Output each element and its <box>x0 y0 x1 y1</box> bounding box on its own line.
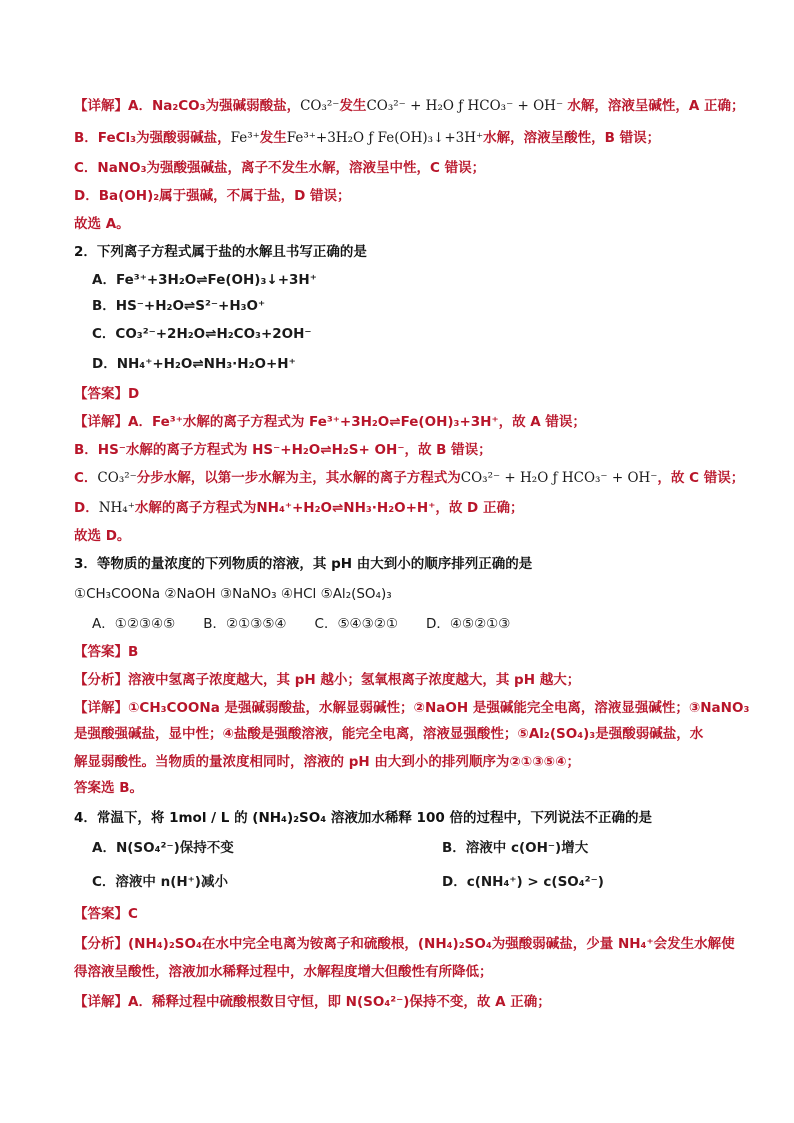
q1-explanation-b: B．FeCl₃为强酸弱碱盐，Fe³⁺发生Fe³⁺+3H₂O ƒ Fe(OH)₃↓+3H⁺水解，溶液呈酸性，B 错误； <box>74 130 661 146</box>
q1-conclusion: 故选 A。 <box>74 216 130 232</box>
q2-option-a: A．Fe³⁺+3H₂O⇌Fe(OH)₃↓+3H⁺ <box>92 272 317 288</box>
q4-option-c: C．溶液中 n(H⁺)减小 <box>92 874 228 890</box>
q4-options-row1 <box>92 838 734 858</box>
q4-explanation-a: 【详解】A．稀释过程中硫酸根数目守恒，即 N(SO₄²⁻)保持不变，故 A 正确； <box>74 994 551 1010</box>
q3-items: ①CH₃COONa ②NaOH ③NaNO₃ ④HCl ⑤Al₂(SO₄)₃ <box>74 586 392 602</box>
q2-explanation-b: B．HS⁻水解的离子方程式为 HS⁻+H₂O⇌H₂S+ OH⁻，故 B 错误； <box>74 442 492 458</box>
q3-stem: 3．等物质的量浓度的下列物质的溶液，其 pH 由大到小的顺序排列正确的是 <box>74 556 533 572</box>
q3-option-c: C．⑤④③②① <box>314 616 398 632</box>
q4-answer: 【答案】C <box>74 906 138 922</box>
q1-explanation-c: C．NaNO₃为强酸强碱盐，离子不发生水解，溶液呈中性，C 错误； <box>74 160 486 176</box>
q3-option-d: D．④⑤②①③ <box>425 616 511 632</box>
q4-option-b: B．溶液中 c(OH⁻)增大 <box>442 840 589 856</box>
q2-stem: 2．下列离子方程式属于盐的水解且书写正确的是 <box>74 244 367 260</box>
q4-option-d: D．c(NH₄⁺) > c(SO₄²⁻) <box>442 874 604 890</box>
q2-explanation-d: D．NH₄⁺水解的离子方程式为NH₄⁺+H₂O⇌NH₃·H₂O+H⁺，故 D 正确； <box>74 500 524 516</box>
q2-option-b: B．HS⁻+H₂O⇌S²⁻+H₃O⁺ <box>92 298 266 314</box>
q3-conclusion: 答案选 B。 <box>74 780 143 796</box>
q2-option-c: C．CO₃²⁻+2H₂O⇌H₂CO₃+2OH⁻ <box>92 326 312 342</box>
q4-analysis-line1: 【分析】(NH₄)₂SO₄在水中完全电离为铵离子和硫酸根，(NH₄)₂SO₄为强酸弱碱盐，少量 NH₄⁺会发生水解使 <box>74 936 735 952</box>
q2-conclusion: 故选 D。 <box>74 528 131 544</box>
q2-option-d: D．NH₄⁺+H₂O⇌NH₃·H₂O+H⁺ <box>92 356 296 372</box>
q4-analysis-line2: 得溶液呈酸性，溶液加水稀释过程中，水解程度增大但酸性有所降低； <box>74 964 493 980</box>
q3-answer: 【答案】B <box>74 644 139 660</box>
q3-explanation-line3: 解显弱酸性。当物质的量浓度相同时，溶液的 pH 由大到小的排列顺序为②①③⑤④； <box>74 754 581 770</box>
q4-stem: 4．常温下，将 1mol / L 的 (NH₄)₂SO₄ 溶液加水稀释 100 倍的过程中，下列说法不正确的是 <box>74 810 652 826</box>
q3-options <box>92 614 734 634</box>
q3-explanation-line1: 【详解】①CH₃COONa 是强碱弱酸盐，水解显弱碱性；②NaOH 是强碱能完全电离，溶液显强碱性；③NaNO₃ <box>74 700 750 716</box>
q1-explanation-a: 【详解】A．Na₂CO₃为强碱弱酸盐，CO₃²⁻发生CO₃²⁻ + H₂O ƒ HCO₃⁻ + OH⁻ 水解，溶液呈碱性，A 正确； <box>74 98 745 114</box>
q2-answer: 【答案】D <box>74 386 140 402</box>
q2-explanation-a: 【详解】A．Fe³⁺水解的离子方程式为 Fe³⁺+3H₂O⇌Fe(OH)₃+3H⁺，故 A 错误； <box>74 414 586 430</box>
q2-explanation-c: C．CO₃²⁻分步水解，以第一步水解为主，其水解的离子方程式为CO₃²⁻ + H₂O ƒ HCO₃⁻ + OH⁻，故 C 错误； <box>74 470 745 486</box>
q3-analysis: 【分析】溶液中氢离子浓度越大，其 pH 越小；氢氧根离子浓度越大，其 pH 越大； <box>74 672 581 688</box>
q3-option-b: B．②①③⑤④ <box>203 616 287 632</box>
q4-options-row2 <box>92 872 734 892</box>
q1-explanation-d: D．Ba(OH)₂属于强碱，不属于盐，D 错误； <box>74 188 351 204</box>
q4-option-a: A．N(SO₄²⁻)保持不变 <box>92 840 234 856</box>
q3-option-a: A．①②③④⑤ <box>92 616 176 632</box>
q3-explanation-line2: 是强酸强碱盐，显中性；④盐酸是强酸溶液，能完全电离，溶液显强酸性；⑤Al₂(SO₄)₃是强酸弱碱盐，水 <box>74 726 704 742</box>
